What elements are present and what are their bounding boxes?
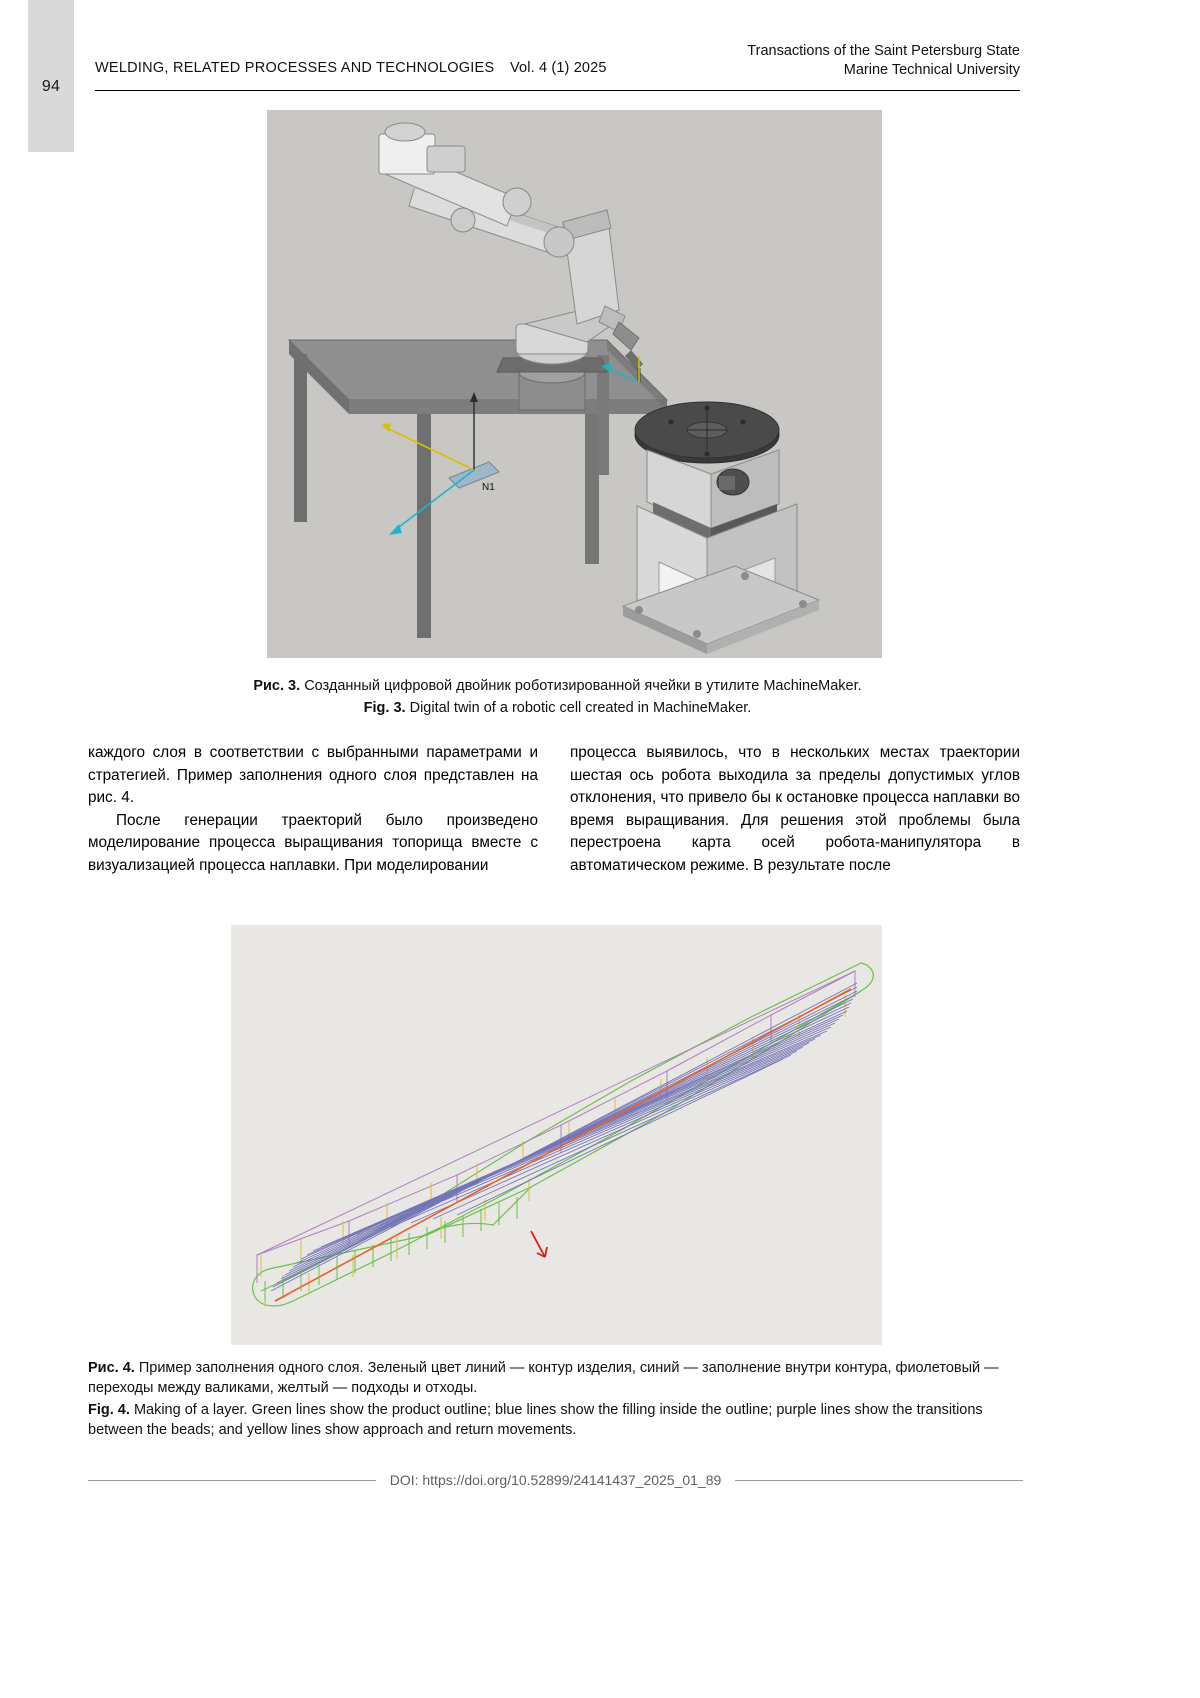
figure-4-label-ru: Рис. 4. [88,1360,135,1376]
layer-toolpath-illustration [231,925,882,1345]
running-header [95,40,1020,100]
figure-3-image [267,110,882,658]
figure-4-image [231,925,882,1345]
footer-rule-right [735,1480,1023,1481]
figure-4-caption [88,1358,1023,1440]
header-section-title: WELDING, RELATED PROCESSES AND TECHNOLOGIES [95,60,495,76]
body-column-right [570,742,1020,877]
figure-3-annotation-n1: N1 [482,482,495,493]
header-journal-line-1: Transactions of the Saint Petersburg State [747,43,1020,59]
figure-4-text-ru: Пример заполнения одного слоя. Зеленый цвет линий — контур изделия, синий — заполнение внутри контура, фиолетовый — переходы между валиками, желтый — подходы и отходы. [88,1360,999,1396]
paragraph-left-1: каждого слоя в соответствии с выбранными параметрами и стратегией. Пример заполнения одного слоя представлен на рис. 4. [88,744,538,806]
page-footer [88,1470,1023,1490]
figure-3-label-en: Fig. 3. [363,700,406,716]
footer-doi[interactable]: DOI: https://doi.org/10.52899/24141437_2025_01_89 [389,1472,722,1488]
robotic-cell-illustration [267,110,882,658]
figure-4-text-en: Making of a layer. Green lines show the product outline; blue lines show the filling inside the outline; purple lines show the transitions between the beads; and yellow lines show approach and return movements. [88,1402,983,1438]
header-divider [95,90,1020,91]
figure-3-caption [95,676,1020,718]
header-journal-title [747,42,1020,80]
page-number: 94 [41,78,61,95]
figure-3-label-ru: Рис. 3. [253,678,301,694]
paragraph-left-2: После генерации траекторий было произведено моделирование процесса выращивания топорища вместе с визуализацией процесса наплавки. При моделировании [88,811,538,874]
header-volume: Vol. 4 (1) 2025 [510,60,607,76]
page-number-tab [28,0,74,152]
figure-3-text-en: Digital twin of a robotic cell created in MachineMaker. [409,700,752,716]
figure-3-text-ru: Созданный цифровой двойник роботизированной ячейки в утилите MachineMaker. [304,678,862,694]
paragraph-right-1: процесса выявилось, что в нескольких местах траектории шестая ось робота выходила за пределы допустимых углов отклонения, что привело бы к остановке процесса наплавки во время выращивания. Для решения этой проблемы была перестроена карта осей робота-манипулятора в автоматическом режиме. В результате после [570,744,1020,874]
figure-4-label-en: Fig. 4. [88,1402,130,1418]
body-column-left [88,742,538,877]
header-journal-line-2: Marine Technical University [843,62,1020,78]
footer-rule-left [88,1480,376,1481]
